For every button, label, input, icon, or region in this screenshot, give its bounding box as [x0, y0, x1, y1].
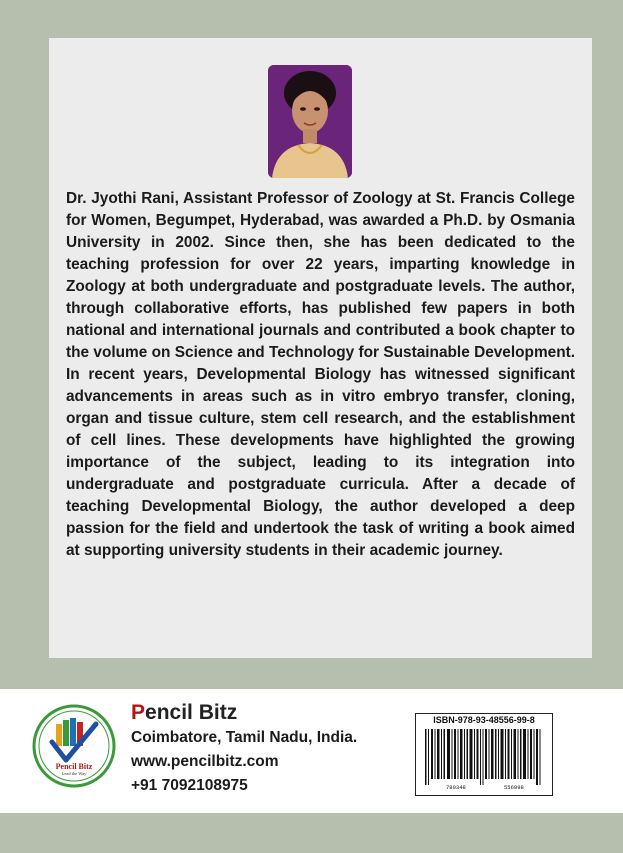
isbn-label: ISBN-978-93-48556-99-8	[433, 715, 535, 725]
author-bio-text: Dr. Jyothi Rani, Assistant Professor of Zoology at St. Francis College for Women, Begumpet, Hyderabad, was awarded a Ph.D. by Osmania University in 2002. Since then, she has been dedicated to the teaching profession for over 22 years, imparting knowledge in Zoology at both undergraduate and postgraduate levels. The author, through collaborative efforts, has published few papers in both national and international journals and contributed a book chapter to the volume on Science and Technology for Sustainable Development. In recent years, Developmental Biology has witnessed significant advancements in areas such as in vitro embryo transfer, cloning, organ and tissue culture, stem cell research, and the establishment of cell lines. These developments have highlighted the growing importance of the subject, leading to its integration into undergraduate and postgraduate curricula. After a decade of teaching Developmental Biology, the author developed a deep passion for the field and undertook the task of writing a book aimed at supporting university students in their academic journey.	[66, 190, 575, 559]
author-portrait	[268, 65, 352, 178]
publisher-phone: +91 7092108975	[131, 777, 248, 794]
isbn-barcode	[415, 713, 553, 796]
publisher-name-rest: encil Bitz	[145, 701, 238, 724]
author-photo	[268, 65, 352, 178]
barcode-bars	[425, 729, 545, 785]
barcode-digits-right: 556998	[504, 784, 524, 791]
publisher-website[interactable]: www.pencilbitz.com	[131, 753, 279, 770]
author-bio-panel	[49, 38, 592, 658]
publisher-name-initial: P	[131, 701, 146, 724]
publisher-name	[131, 701, 357, 725]
publisher-logo	[32, 704, 116, 788]
publisher-band	[0, 689, 623, 813]
publisher-location: Coimbatore, Tamil Nadu, India.	[131, 729, 358, 746]
publisher-info	[131, 701, 357, 797]
logo-tagline: Lead the Way	[61, 771, 87, 776]
logo-title: Pencil Bitz	[55, 762, 93, 771]
barcode-digits-left: 789348	[446, 784, 466, 791]
